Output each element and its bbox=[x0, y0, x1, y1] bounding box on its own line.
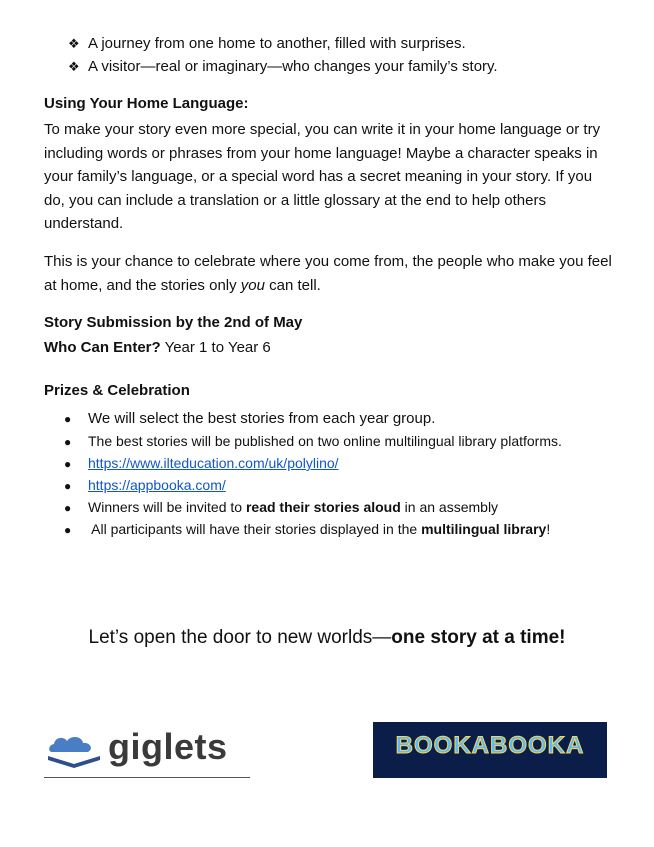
bullet-icon: ● bbox=[64, 501, 72, 515]
bullet-icon: ● bbox=[64, 479, 72, 493]
list-item: ● The best stories will be published on two online multilingual library platforms. bbox=[64, 430, 562, 452]
list-item bbox=[64, 452, 562, 474]
bullet-icon: ● bbox=[64, 435, 72, 449]
prizes-list bbox=[64, 408, 562, 540]
home-language-heading: Using Your Home Language: bbox=[44, 95, 249, 112]
bookabooka-logo bbox=[373, 722, 607, 778]
idea-list bbox=[68, 33, 498, 79]
prizes-heading: Prizes & Celebration bbox=[44, 382, 190, 399]
submission-deadline: Story Submission by the 2nd of May bbox=[44, 314, 303, 331]
diamond-bullet-icon: ❖ bbox=[68, 36, 80, 51]
celebrate-paragraph: This is your chance to celebrate where you come from, the people who make you feel at home, and the stories only you can tell. bbox=[44, 253, 612, 294]
list-item: ❖ A visitor—real or imaginary—who changes your family’s story. bbox=[68, 56, 498, 79]
bookabooka-wordmark: BOOKABOOKA bbox=[395, 732, 585, 759]
home-language-paragraph: To make your story even more special, you can write it in your home language or try including words or phrases from your home language! Maybe a character speaks in your family’s language, or a special word has a secret meaning in your story. If you do, you can include a translation or a little glossary at the end to help others understand. bbox=[44, 121, 601, 232]
appbooka-link[interactable]: https://appbooka.com/ bbox=[88, 477, 226, 493]
bullet-icon: ● bbox=[64, 457, 72, 471]
list-item bbox=[64, 474, 562, 496]
divider bbox=[44, 777, 250, 778]
bullet-icon: ● bbox=[64, 412, 72, 426]
who-can-enter: Who Can Enter? Year 1 to Year 6 bbox=[44, 339, 271, 356]
diamond-bullet-icon: ❖ bbox=[68, 59, 80, 74]
giglets-cloud-icon bbox=[46, 730, 102, 770]
tagline: Let’s open the door to new worlds—one story at a time! bbox=[88, 627, 566, 648]
giglets-wordmark: giglets bbox=[108, 726, 228, 767]
bullet-icon: ● bbox=[64, 523, 72, 537]
list-item: ● We will select the best stories from each year group. bbox=[64, 408, 562, 430]
giglets-logo bbox=[44, 728, 250, 778]
polylino-link[interactable]: https://www.ilteducation.com/uk/polylino/ bbox=[88, 455, 339, 471]
list-item: ● Winners will be invited to read their stories aloud in an assembly bbox=[64, 496, 562, 518]
list-item: ● All participants will have their stories displayed in the multilingual library! bbox=[64, 518, 562, 540]
list-item: ❖ A journey from one home to another, filled with surprises. bbox=[68, 33, 498, 56]
